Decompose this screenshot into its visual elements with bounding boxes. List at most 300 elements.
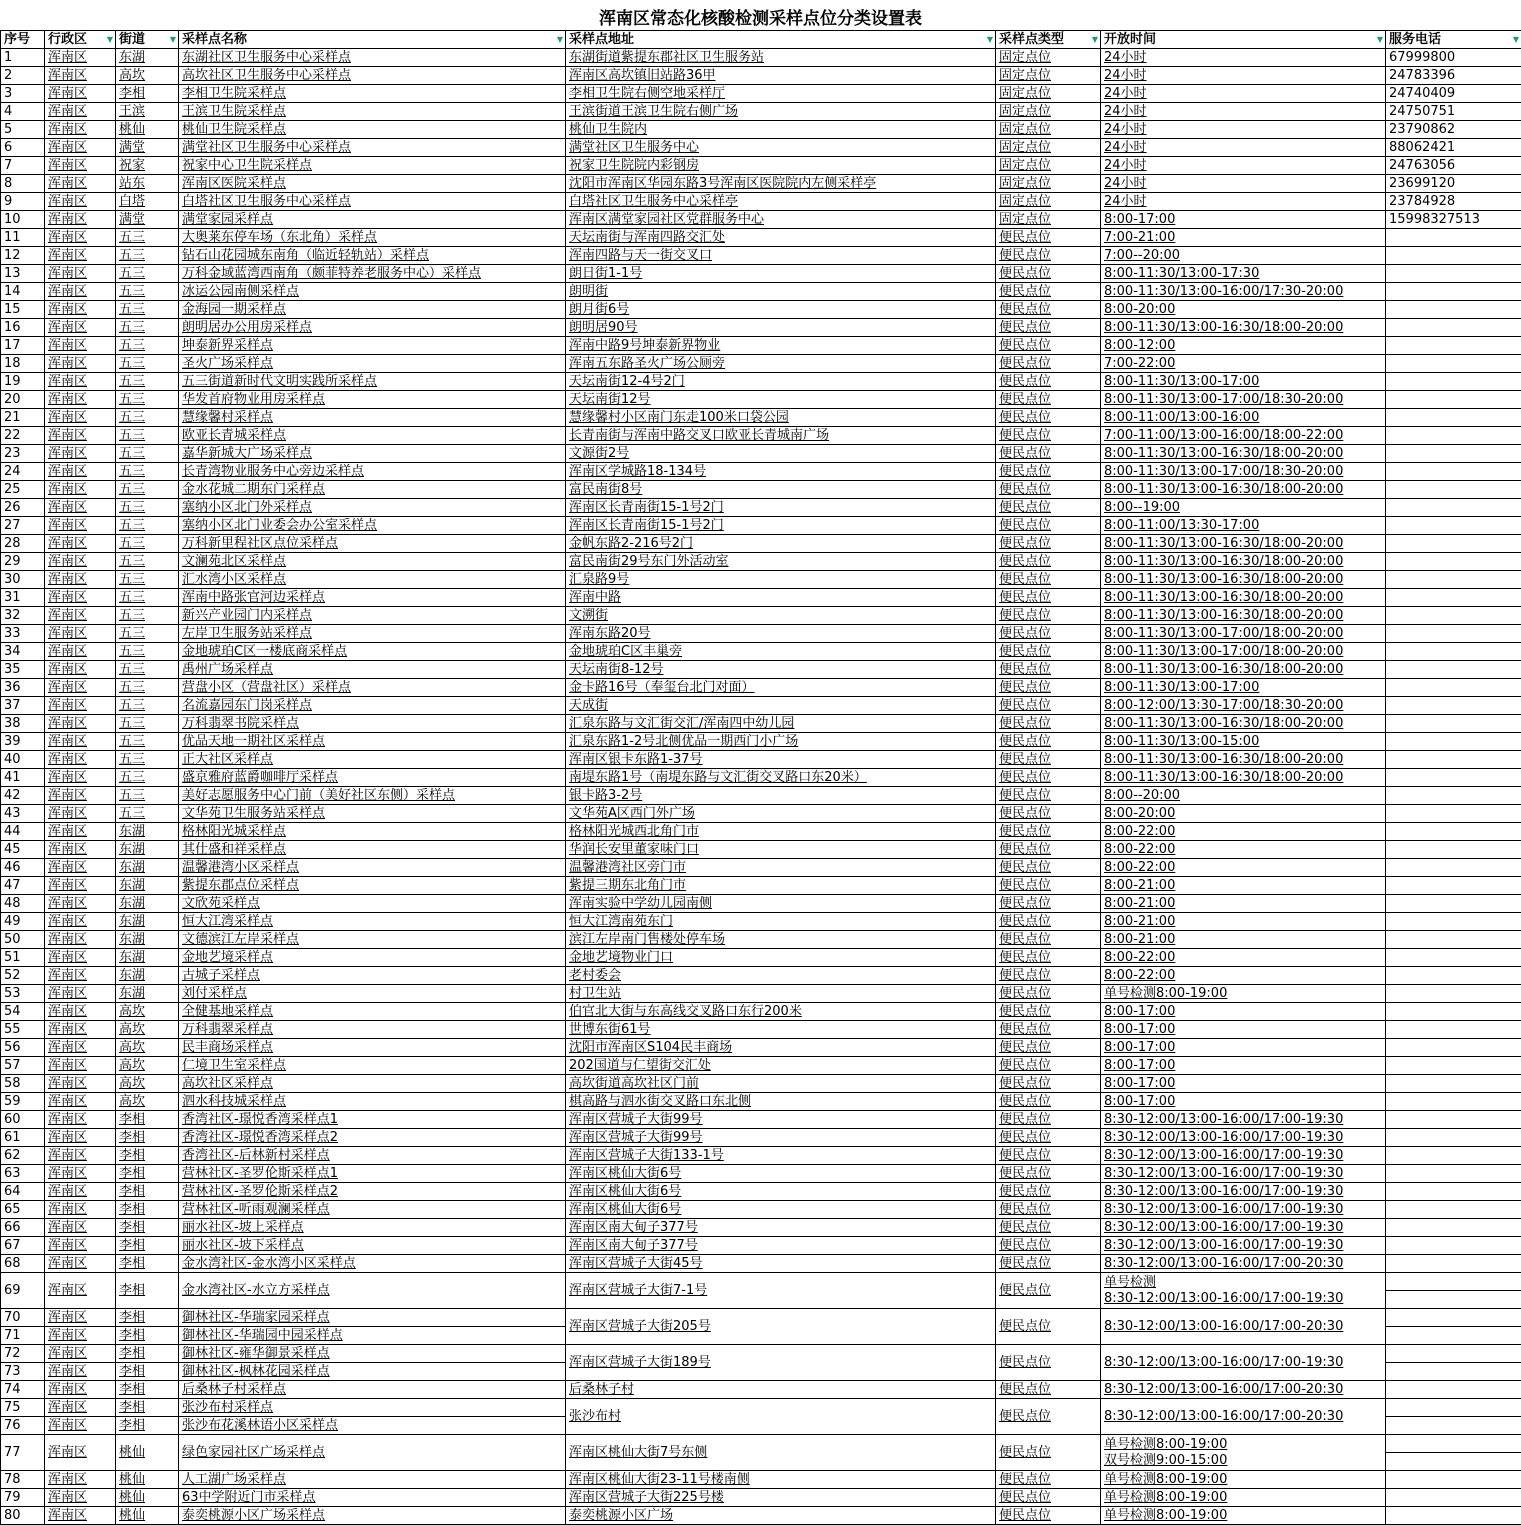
- cell-phone[interactable]: [1386, 1057, 1521, 1075]
- cell-district[interactable]: 浑南区: [45, 103, 116, 121]
- cell-type[interactable]: 便民点位: [996, 1471, 1101, 1489]
- cell-district[interactable]: 浑南区: [45, 85, 116, 103]
- cell-type[interactable]: 便民点位: [996, 715, 1101, 733]
- cell-name[interactable]: 浑南中路张官河边采样点: [179, 589, 566, 607]
- cell-address[interactable]: 文源街2号: [566, 445, 996, 463]
- cell-hours[interactable]: 8:00-21:00: [1101, 877, 1386, 895]
- cell-address[interactable]: 满堂社区卫生服务中心: [566, 139, 996, 157]
- cell-name[interactable]: 朗明居办公用房采样点: [179, 319, 566, 337]
- cell-district[interactable]: 浑南区: [45, 877, 116, 895]
- cell-address[interactable]: 滨江左岸南门售楼处停车场: [566, 931, 996, 949]
- cell-street[interactable]: 五三: [116, 445, 179, 463]
- column-header-type[interactable]: [996, 31, 1101, 49]
- cell-street[interactable]: 五三: [116, 499, 179, 517]
- cell-phone[interactable]: [1386, 769, 1521, 787]
- cell-street[interactable]: 李相: [116, 1399, 179, 1417]
- cell-phone[interactable]: [1386, 1453, 1521, 1471]
- cell-street[interactable]: 五三: [116, 517, 179, 535]
- cell-district[interactable]: 浑南区: [45, 1147, 116, 1165]
- cell-name[interactable]: 金水湾社区-水立方采样点: [179, 1273, 566, 1309]
- cell-hours[interactable]: 24小时: [1101, 121, 1386, 139]
- cell-phone[interactable]: [1386, 1399, 1521, 1417]
- cell-phone[interactable]: [1386, 805, 1521, 823]
- cell-name[interactable]: 金水湾社区-金水湾小区采样点: [179, 1255, 566, 1273]
- cell-type[interactable]: 便民点位: [996, 1057, 1101, 1075]
- cell-hours[interactable]: 单号检测8:00-19:00: [1101, 985, 1386, 1003]
- cell-type[interactable]: 便民点位: [996, 1237, 1101, 1255]
- cell-name[interactable]: 满堂家园采样点: [179, 211, 566, 229]
- cell-type[interactable]: 固定点位: [996, 103, 1101, 121]
- cell-no[interactable]: 24: [1, 463, 45, 481]
- cell-phone[interactable]: [1386, 1219, 1521, 1237]
- cell-name[interactable]: 美好志愿服务中心门前（美好社区东侧）采样点: [179, 787, 566, 805]
- cell-street[interactable]: 白塔: [116, 193, 179, 211]
- cell-address[interactable]: 世博东街61号: [566, 1021, 996, 1039]
- cell-street[interactable]: 东湖: [116, 913, 179, 931]
- cell-type[interactable]: 固定点位: [996, 49, 1101, 67]
- cell-no[interactable]: 10: [1, 211, 45, 229]
- cell-type[interactable]: 便民点位: [996, 769, 1101, 787]
- cell-phone[interactable]: [1386, 409, 1521, 427]
- cell-hours[interactable]: 8:30-12:00/13:00-16:00/17:00-19:30: [1101, 1111, 1386, 1129]
- cell-name[interactable]: 营林社区-圣罗伦斯采样点2: [179, 1183, 566, 1201]
- cell-phone[interactable]: [1386, 1201, 1521, 1219]
- filter-dropdown-icon[interactable]: ▼: [1092, 35, 1098, 44]
- cell-name[interactable]: 紫提东郡点位采样点: [179, 877, 566, 895]
- cell-street[interactable]: 五三: [116, 589, 179, 607]
- cell-no[interactable]: 35: [1, 661, 45, 679]
- cell-name[interactable]: 慧缘馨村采样点: [179, 409, 566, 427]
- cell-type[interactable]: 固定点位: [996, 157, 1101, 175]
- cell-type[interactable]: 便民点位: [996, 481, 1101, 499]
- cell-address[interactable]: 浑南区满堂家园社区党群服务中心: [566, 211, 996, 229]
- cell-phone[interactable]: [1386, 1093, 1521, 1111]
- cell-phone[interactable]: [1386, 697, 1521, 715]
- cell-district[interactable]: 浑南区: [45, 1345, 116, 1363]
- cell-address[interactable]: 慧缘馨村小区南门东走100米口袋公园: [566, 409, 996, 427]
- cell-type[interactable]: 固定点位: [996, 121, 1101, 139]
- cell-street[interactable]: 东湖: [116, 49, 179, 67]
- cell-hours[interactable]: 8:00-17:00: [1101, 1075, 1386, 1093]
- cell-name[interactable]: 恒大江湾采样点: [179, 913, 566, 931]
- cell-district[interactable]: 浑南区: [45, 823, 116, 841]
- cell-name[interactable]: 五三街道新时代文明实践所采样点: [179, 373, 566, 391]
- cell-hours[interactable]: 8:00-11:30/13:00-16:30/18:00-20:00: [1101, 769, 1386, 787]
- cell-type[interactable]: 便民点位: [996, 985, 1101, 1003]
- cell-address[interactable]: 浑南区桃仙大街6号: [566, 1165, 996, 1183]
- cell-street[interactable]: 桃仙: [116, 1471, 179, 1489]
- cell-no[interactable]: 77: [1, 1435, 45, 1471]
- cell-address[interactable]: 浑南中路: [566, 589, 996, 607]
- cell-phone[interactable]: [1386, 1363, 1521, 1381]
- cell-hours[interactable]: 8:00-22:00: [1101, 967, 1386, 985]
- cell-no[interactable]: 80: [1, 1507, 45, 1525]
- cell-address[interactable]: 棋高路与泗水街交叉路口东北侧: [566, 1093, 996, 1111]
- cell-name[interactable]: 营林社区-圣罗伦斯采样点1: [179, 1165, 566, 1183]
- cell-name[interactable]: 欧亚长青城采样点: [179, 427, 566, 445]
- cell-address[interactable]: 恒大江湾南苑东门: [566, 913, 996, 931]
- cell-street[interactable]: 五三: [116, 355, 179, 373]
- cell-type[interactable]: 便民点位: [996, 823, 1101, 841]
- cell-phone[interactable]: [1386, 1381, 1521, 1399]
- cell-address[interactable]: 长青南街与浑南中路交叉口欧亚长青城南广场: [566, 427, 996, 445]
- cell-name[interactable]: 万科金域蓝湾西南角（颇菲特养老服务中心）采样点: [179, 265, 566, 283]
- cell-phone[interactable]: 24750751: [1386, 103, 1521, 121]
- cell-district[interactable]: 浑南区: [45, 679, 116, 697]
- cell-district[interactable]: 浑南区: [45, 1471, 116, 1489]
- cell-hours[interactable]: 8:00-11:00/13:00-16:00: [1101, 409, 1386, 427]
- cell-phone[interactable]: [1386, 985, 1521, 1003]
- cell-no[interactable]: 69: [1, 1273, 45, 1309]
- cell-hours[interactable]: 8:00-20:00: [1101, 805, 1386, 823]
- cell-hours[interactable]: 24小时: [1101, 49, 1386, 67]
- cell-no[interactable]: 33: [1, 625, 45, 643]
- cell-address[interactable]: 浑南区桃仙大街6号: [566, 1183, 996, 1201]
- cell-district[interactable]: 浑南区: [45, 463, 116, 481]
- cell-street[interactable]: 李相: [116, 1363, 179, 1381]
- cell-no[interactable]: 41: [1, 769, 45, 787]
- cell-type[interactable]: 便民点位: [996, 787, 1101, 805]
- cell-type[interactable]: 便民点位: [996, 301, 1101, 319]
- cell-district[interactable]: 浑南区: [45, 607, 116, 625]
- cell-name[interactable]: 王滨卫生院采样点: [179, 103, 566, 121]
- cell-phone[interactable]: 15998327513: [1386, 211, 1521, 229]
- cell-street[interactable]: 站东: [116, 175, 179, 193]
- cell-address[interactable]: 富民南街29号东门外活动室: [566, 553, 996, 571]
- cell-district[interactable]: 浑南区: [45, 1327, 116, 1345]
- cell-name[interactable]: 仁境卫生室采样点: [179, 1057, 566, 1075]
- cell-district[interactable]: 浑南区: [45, 1507, 116, 1525]
- cell-street[interactable]: 满堂: [116, 139, 179, 157]
- cell-type[interactable]: 便民点位: [996, 463, 1101, 481]
- cell-street[interactable]: 李相: [116, 1345, 179, 1363]
- cell-name[interactable]: 禹州广场采样点: [179, 661, 566, 679]
- cell-name[interactable]: 华发首府物业用房采样点: [179, 391, 566, 409]
- cell-name[interactable]: 塞纳小区北门业委会办公室采样点: [179, 517, 566, 535]
- cell-name[interactable]: 金水花城二期东门采样点: [179, 481, 566, 499]
- cell-name[interactable]: 优品天地一期社区采样点: [179, 733, 566, 751]
- cell-hours[interactable]: 24小时: [1101, 103, 1386, 121]
- cell-address[interactable]: 朗月街6号: [566, 301, 996, 319]
- cell-street[interactable]: 五三: [116, 643, 179, 661]
- cell-phone[interactable]: [1386, 265, 1521, 283]
- cell-type[interactable]: 便民点位: [996, 607, 1101, 625]
- cell-no[interactable]: 27: [1, 517, 45, 535]
- cell-district[interactable]: 浑南区: [45, 517, 116, 535]
- cell-address[interactable]: 浑南区营城子大街7-1号: [566, 1273, 996, 1309]
- cell-district[interactable]: 浑南区: [45, 841, 116, 859]
- cell-hours[interactable]: 8:00-22:00: [1101, 859, 1386, 877]
- cell-hours[interactable]: 8:30-12:00/13:00-16:00/17:00-19:30: [1101, 1129, 1386, 1147]
- cell-district[interactable]: 浑南区: [45, 355, 116, 373]
- cell-phone[interactable]: [1386, 661, 1521, 679]
- cell-district[interactable]: 浑南区: [45, 751, 116, 769]
- cell-hours[interactable]: 8:00-21:00: [1101, 931, 1386, 949]
- column-header-hours[interactable]: [1101, 31, 1386, 49]
- cell-phone[interactable]: [1386, 1489, 1521, 1507]
- cell-district[interactable]: 浑南区: [45, 697, 116, 715]
- cell-no[interactable]: 26: [1, 499, 45, 517]
- cell-district[interactable]: 浑南区: [45, 1165, 116, 1183]
- cell-phone[interactable]: [1386, 859, 1521, 877]
- cell-no[interactable]: 12: [1, 247, 45, 265]
- cell-no[interactable]: 49: [1, 913, 45, 931]
- cell-no[interactable]: 19: [1, 373, 45, 391]
- cell-hours[interactable]: 8:00-21:00: [1101, 895, 1386, 913]
- cell-type[interactable]: 便民点位: [996, 589, 1101, 607]
- cell-district[interactable]: 浑南区: [45, 895, 116, 913]
- cell-address[interactable]: 天坛南街12号: [566, 391, 996, 409]
- cell-address[interactable]: 高坎街道高坎社区门前: [566, 1075, 996, 1093]
- cell-address[interactable]: 老村委会: [566, 967, 996, 985]
- cell-district[interactable]: 浑南区: [45, 1075, 116, 1093]
- cell-type[interactable]: 便民点位: [996, 661, 1101, 679]
- cell-address[interactable]: 天坛南街与浑南四路交汇处: [566, 229, 996, 247]
- cell-address[interactable]: 桃仙卫生院内: [566, 121, 996, 139]
- cell-hours[interactable]: 单号检测8:00-19:00: [1101, 1489, 1386, 1507]
- cell-phone[interactable]: [1386, 499, 1521, 517]
- cell-hours[interactable]: 8:00-11:30/13:00-16:30/18:00-20:00: [1101, 661, 1386, 679]
- cell-hours[interactable]: 24小时: [1101, 193, 1386, 211]
- cell-type[interactable]: 便民点位: [996, 499, 1101, 517]
- cell-type[interactable]: 便民点位: [996, 517, 1101, 535]
- cell-type[interactable]: 便民点位: [996, 1255, 1101, 1273]
- cell-phone[interactable]: [1386, 355, 1521, 373]
- cell-district[interactable]: 浑南区: [45, 1183, 116, 1201]
- cell-phone[interactable]: [1386, 445, 1521, 463]
- cell-type[interactable]: 便民点位: [996, 535, 1101, 553]
- cell-type[interactable]: 便民点位: [996, 751, 1101, 769]
- cell-name[interactable]: 万科新里程社区点位采样点: [179, 535, 566, 553]
- cell-address[interactable]: 天成街: [566, 697, 996, 715]
- cell-type[interactable]: 便民点位: [996, 1183, 1101, 1201]
- cell-name[interactable]: 63中学附近门市采样点: [179, 1489, 566, 1507]
- cell-type[interactable]: 便民点位: [996, 1093, 1101, 1111]
- cell-name[interactable]: 高坎社区卫生服务中心采样点: [179, 67, 566, 85]
- cell-street[interactable]: 五三: [116, 769, 179, 787]
- cell-name[interactable]: 满堂社区卫生服务中心采样点: [179, 139, 566, 157]
- cell-name[interactable]: 名流嘉园东门岗采样点: [179, 697, 566, 715]
- cell-no[interactable]: 1: [1, 49, 45, 67]
- cell-phone[interactable]: [1386, 571, 1521, 589]
- cell-district[interactable]: 浑南区: [45, 1273, 116, 1309]
- cell-address[interactable]: 天坛南街12-4号2门: [566, 373, 996, 391]
- cell-name[interactable]: 万科翡翠书院采样点: [179, 715, 566, 733]
- cell-hours[interactable]: 8:30-12:00/13:00-16:00/17:00-20:30: [1101, 1309, 1386, 1345]
- cell-no[interactable]: 64: [1, 1183, 45, 1201]
- cell-street[interactable]: 五三: [116, 805, 179, 823]
- cell-hours[interactable]: 8:00-11:30/13:00-17:00/18:00-20:00: [1101, 625, 1386, 643]
- cell-street[interactable]: 东湖: [116, 895, 179, 913]
- cell-no[interactable]: 3: [1, 85, 45, 103]
- cell-name[interactable]: 丽水社区-坡下采样点: [179, 1237, 566, 1255]
- cell-hours[interactable]: 24小时: [1101, 139, 1386, 157]
- cell-district[interactable]: 浑南区: [45, 1057, 116, 1075]
- cell-address[interactable]: 泰奕桃源小区广场: [566, 1507, 996, 1525]
- cell-district[interactable]: 浑南区: [45, 391, 116, 409]
- cell-district[interactable]: 浑南区: [45, 661, 116, 679]
- cell-name[interactable]: 全健基地采样点: [179, 1003, 566, 1021]
- cell-no[interactable]: 53: [1, 985, 45, 1003]
- cell-no[interactable]: 70: [1, 1309, 45, 1327]
- cell-hours[interactable]: 单号检测8:00-19:00: [1101, 1471, 1386, 1489]
- cell-street[interactable]: 五三: [116, 625, 179, 643]
- cell-no[interactable]: 38: [1, 715, 45, 733]
- cell-district[interactable]: 浑南区: [45, 247, 116, 265]
- cell-name[interactable]: 万科翡翠采样点: [179, 1021, 566, 1039]
- cell-phone[interactable]: [1386, 643, 1521, 661]
- cell-district[interactable]: 浑南区: [45, 211, 116, 229]
- cell-hours[interactable]: 8:00-11:30/13:00-17:30: [1101, 265, 1386, 283]
- cell-district[interactable]: 浑南区: [45, 931, 116, 949]
- cell-hours[interactable]: 8:30-12:00/13:00-16:00/17:00-20:30: [1101, 1255, 1386, 1273]
- cell-address[interactable]: 紫提三期东北角门市: [566, 877, 996, 895]
- cell-phone[interactable]: [1386, 337, 1521, 355]
- cell-no[interactable]: 65: [1, 1201, 45, 1219]
- cell-phone[interactable]: [1386, 553, 1521, 571]
- cell-name[interactable]: 丽水社区-坡上采样点: [179, 1219, 566, 1237]
- cell-address[interactable]: 王滨街道王滨卫生院右侧广场: [566, 103, 996, 121]
- cell-street[interactable]: 高坎: [116, 1021, 179, 1039]
- cell-street[interactable]: 五三: [116, 337, 179, 355]
- cell-district[interactable]: 浑南区: [45, 1021, 116, 1039]
- cell-no[interactable]: 8: [1, 175, 45, 193]
- column-header-no[interactable]: [1, 31, 45, 49]
- cell-name[interactable]: 嘉华新城大广场采样点: [179, 445, 566, 463]
- cell-street[interactable]: 五三: [116, 787, 179, 805]
- cell-phone[interactable]: [1386, 373, 1521, 391]
- cell-hours[interactable]: 8:00-11:30/13:00-16:30/18:00-20:00: [1101, 751, 1386, 769]
- cell-name[interactable]: 御林社区-华瑞家园采样点: [179, 1309, 566, 1327]
- cell-hours[interactable]: 24小时: [1101, 67, 1386, 85]
- cell-street[interactable]: 东湖: [116, 985, 179, 1003]
- cell-name[interactable]: 圣火广场采样点: [179, 355, 566, 373]
- cell-street[interactable]: 李相: [116, 1381, 179, 1399]
- cell-no[interactable]: 23: [1, 445, 45, 463]
- cell-street[interactable]: 高坎: [116, 1075, 179, 1093]
- cell-phone[interactable]: [1386, 481, 1521, 499]
- cell-hours[interactable]: 8:00-11:00/13:30-17:00: [1101, 517, 1386, 535]
- cell-street[interactable]: 李相: [116, 1129, 179, 1147]
- cell-name[interactable]: 后桑林子村采样点: [179, 1381, 566, 1399]
- cell-address[interactable]: 浑南东路20号: [566, 625, 996, 643]
- cell-phone[interactable]: [1386, 1129, 1521, 1147]
- cell-street[interactable]: 李相: [116, 1183, 179, 1201]
- cell-phone[interactable]: [1386, 679, 1521, 697]
- cell-district[interactable]: 浑南区: [45, 427, 116, 445]
- cell-street[interactable]: 五三: [116, 661, 179, 679]
- cell-address[interactable]: 浑南区桃仙大街23-11号楼南侧: [566, 1471, 996, 1489]
- cell-phone[interactable]: [1386, 1183, 1521, 1201]
- cell-district[interactable]: 浑南区: [45, 1417, 116, 1435]
- cell-street[interactable]: 李相: [116, 1201, 179, 1219]
- cell-phone[interactable]: [1386, 1255, 1521, 1273]
- cell-street[interactable]: 东湖: [116, 967, 179, 985]
- cell-type[interactable]: 固定点位: [996, 85, 1101, 103]
- cell-district[interactable]: 浑南区: [45, 373, 116, 391]
- cell-address[interactable]: 白塔社区卫生服务中心采样亭: [566, 193, 996, 211]
- cell-type[interactable]: 便民点位: [996, 337, 1101, 355]
- cell-street[interactable]: 李相: [116, 1417, 179, 1435]
- cell-no[interactable]: 34: [1, 643, 45, 661]
- cell-name[interactable]: 香湾社区-璟悦香湾采样点2: [179, 1129, 566, 1147]
- cell-district[interactable]: 浑南区: [45, 229, 116, 247]
- cell-phone[interactable]: [1386, 751, 1521, 769]
- cell-phone[interactable]: [1386, 1075, 1521, 1093]
- cell-hours[interactable]: 8:00-11:30/13:00-15:00: [1101, 733, 1386, 751]
- cell-type[interactable]: 便民点位: [996, 841, 1101, 859]
- cell-address[interactable]: 朗明居90号: [566, 319, 996, 337]
- cell-type[interactable]: 便民点位: [996, 427, 1101, 445]
- cell-hours[interactable]: 8:00-22:00: [1101, 823, 1386, 841]
- cell-address[interactable]: 天坛南街8-12号: [566, 661, 996, 679]
- cell-no[interactable]: 46: [1, 859, 45, 877]
- cell-phone[interactable]: [1386, 895, 1521, 913]
- cell-hours[interactable]: 8:00-11:30/13:00-16:30/18:00-20:00: [1101, 319, 1386, 337]
- cell-street[interactable]: 五三: [116, 301, 179, 319]
- cell-no[interactable]: 51: [1, 949, 45, 967]
- cell-address[interactable]: 沈阳市浑南区S104民丰商场: [566, 1039, 996, 1057]
- cell-name[interactable]: 左岸卫生服务站采样点: [179, 625, 566, 643]
- cell-street[interactable]: 桃仙: [116, 1435, 179, 1471]
- cell-hours[interactable]: 8:00-11:30/13:00-16:30/18:00-20:00: [1101, 589, 1386, 607]
- cell-no[interactable]: 17: [1, 337, 45, 355]
- cell-street[interactable]: 五三: [116, 535, 179, 553]
- cell-street[interactable]: 东湖: [116, 841, 179, 859]
- cell-type[interactable]: 便民点位: [996, 877, 1101, 895]
- cell-phone[interactable]: [1386, 283, 1521, 301]
- cell-street[interactable]: 高坎: [116, 1039, 179, 1057]
- cell-type[interactable]: 便民点位: [996, 1489, 1101, 1507]
- cell-street[interactable]: 五三: [116, 607, 179, 625]
- cell-no[interactable]: 48: [1, 895, 45, 913]
- cell-hours[interactable]: 8:00--20:00: [1101, 787, 1386, 805]
- cell-no[interactable]: 21: [1, 409, 45, 427]
- filter-dropdown-icon[interactable]: ▼: [987, 35, 993, 44]
- cell-no[interactable]: 6: [1, 139, 45, 157]
- cell-address[interactable]: 华润长安里董家味门口: [566, 841, 996, 859]
- cell-hours[interactable]: 8:00-11:30/13:00-17:00/18:30-20:00: [1101, 391, 1386, 409]
- cell-address[interactable]: 汇泉东路1-2号北侧优品一期西门小广场: [566, 733, 996, 751]
- cell-street[interactable]: 祝家: [116, 157, 179, 175]
- cell-street[interactable]: 东湖: [116, 931, 179, 949]
- cell-address[interactable]: 浑南区营城子大街99号: [566, 1129, 996, 1147]
- cell-address[interactable]: 浑南区南大甸子377号: [566, 1219, 996, 1237]
- cell-no[interactable]: 2: [1, 67, 45, 85]
- cell-district[interactable]: 浑南区: [45, 121, 116, 139]
- cell-no[interactable]: 78: [1, 1471, 45, 1489]
- cell-address[interactable]: 张沙布村: [566, 1399, 996, 1435]
- cell-type[interactable]: 便民点位: [996, 373, 1101, 391]
- cell-street[interactable]: 五三: [116, 265, 179, 283]
- cell-hours[interactable]: 24小时: [1101, 175, 1386, 193]
- cell-phone[interactable]: [1386, 625, 1521, 643]
- cell-address[interactable]: 浑南区营城子大街99号: [566, 1111, 996, 1129]
- cell-no[interactable]: 66: [1, 1219, 45, 1237]
- cell-hours[interactable]: 8:00-17:00: [1101, 1021, 1386, 1039]
- column-header-phone[interactable]: [1386, 31, 1521, 49]
- cell-hours[interactable]: 8:00-11:30/13:00-16:30/18:00-20:00: [1101, 571, 1386, 589]
- cell-name[interactable]: 文欣苑采样点: [179, 895, 566, 913]
- cell-phone[interactable]: 23699120: [1386, 175, 1521, 193]
- cell-street[interactable]: 高坎: [116, 1057, 179, 1075]
- cell-district[interactable]: 浑南区: [45, 805, 116, 823]
- cell-no[interactable]: 18: [1, 355, 45, 373]
- cell-district[interactable]: 浑南区: [45, 769, 116, 787]
- cell-no[interactable]: 7: [1, 157, 45, 175]
- cell-street[interactable]: 五三: [116, 697, 179, 715]
- cell-type[interactable]: 便民点位: [996, 571, 1101, 589]
